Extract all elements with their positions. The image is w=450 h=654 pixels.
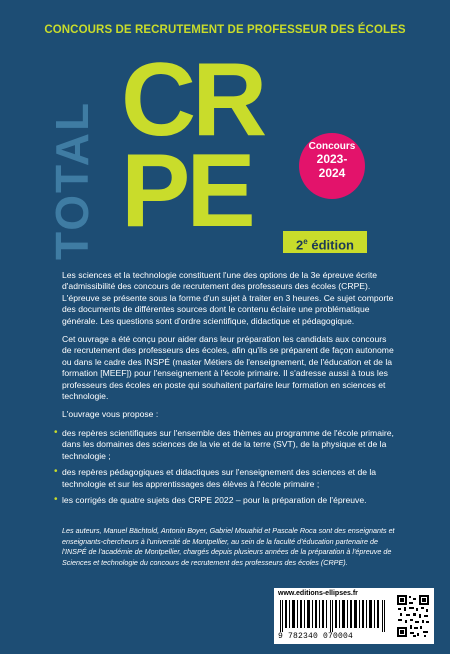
edition-sup: e xyxy=(303,237,308,246)
list-item xyxy=(54,493,395,506)
edition-label: édition xyxy=(311,237,354,253)
list-item-text: des repères pédagogiques et didactiques sur l'enseignement des sciences et de la technologie et sur les apprentissages des élèves à l'école primaire ; xyxy=(62,467,377,489)
bullet-icon: • xyxy=(54,493,58,505)
series-header: CONCOURS DE RECRUTEMENT DE PROFESSEUR DES ÉCOLES xyxy=(44,24,406,36)
proposal-list xyxy=(54,426,395,506)
list-item-text: les corrigés de quatre sujets des CRPE 2022 – pour la préparation de l'épreuve. xyxy=(62,494,367,505)
qr-code-icon xyxy=(396,594,430,638)
blurb xyxy=(54,270,395,513)
total-vertical-title: TOTAL xyxy=(46,100,98,260)
badge-year-start: 2023- xyxy=(316,152,348,166)
website-url: www.editions-ellipses.fr xyxy=(278,590,358,597)
blurb-paragraph-1: Les sciences et la technologie constituent l'une des options de la 3e épreuve écrite d'admissibilité des concours de recrutement des professeurs des écoles (CRPE). L'épreuve se présente sous la forme d'un sujet à traiter en 3 heures. Ce sujet comporte des documents de différentes sources dont le contenu éclaire une problématique générale. Les questions sont d'ordre scientifique, didactique et pédagogique. xyxy=(62,270,394,326)
badge-year-end: 2024 xyxy=(318,166,346,180)
list-item xyxy=(54,466,395,490)
badge-label: Concours xyxy=(308,141,356,152)
blurb-paragraph-2: Cet ouvrage a été conçu pour aider dans leur préparation les candidats aux concours de recrutement des professeurs des écoles, afin qu'ils se préparent de façon autonome ou dans le cadre des INSPÉ (master Métiers de l'enseignement, de l'éducation et de la formation [MEEF]) pour l'enseignement à l'école primaire. Il s'adresse aussi à tous les professeurs des écoles en poste qui souhaitent parfaire leur formation en sciences et technologie. xyxy=(62,334,394,402)
title-pe: PE xyxy=(121,133,252,249)
barcode-panel xyxy=(274,588,434,644)
blurb-intro: L'ouvrage vous propose : xyxy=(62,409,159,420)
concours-badge xyxy=(299,133,365,199)
title-cr: CR xyxy=(121,42,264,158)
list-item xyxy=(54,426,395,462)
list-item-text: des repères scientifiques sur l'ensemble des thèmes au programme de l'école primaire, dans les domaines des sciences de la vie et de la terre (SVT), de la physique et de la technologie ; xyxy=(62,427,394,461)
bullet-icon: • xyxy=(54,426,58,438)
authors-note: Les auteurs, Manuel Bächtold, Antonin Boyer, Gabriel Mouahid et Pascale Roca sont des enseignants et enseignants-chercheurs à l'université de Montpellier, au sein de la faculté d'éducation partenaire de l'INSPÉ de l'académie de Montpellier, chargés depuis plusieurs années de la préparation à l'épreuve de Sciences et technologie du concours de recrutement des professeurs des écoles (CRPE). xyxy=(62,526,395,567)
barcode-icon xyxy=(278,600,390,632)
edition-number: 2 xyxy=(296,237,304,253)
isbn-number: 9 782340 070004 xyxy=(278,632,354,641)
bullet-icon: • xyxy=(54,466,58,478)
edition-tag xyxy=(283,231,367,253)
